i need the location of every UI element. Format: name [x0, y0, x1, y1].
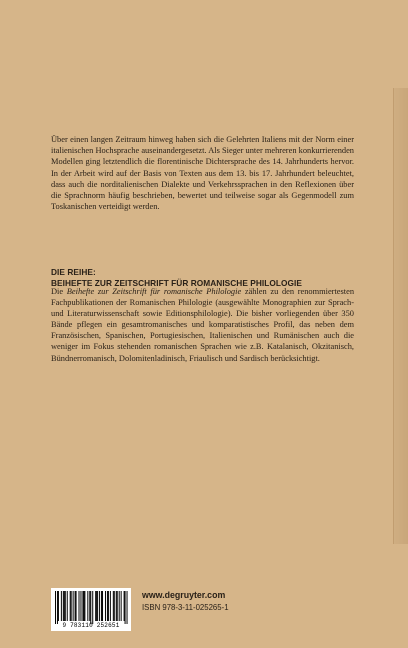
barcode-bar	[110, 591, 111, 621]
barcode-bar	[64, 591, 65, 621]
cover-edge	[393, 88, 408, 544]
barcode-bar	[63, 591, 64, 621]
barcode-bar	[61, 591, 62, 621]
barcode-bar	[58, 591, 59, 621]
series-heading-line1: DIE REIHE:	[51, 267, 96, 277]
barcode-bar	[96, 591, 97, 621]
barcode-bar	[82, 591, 83, 621]
barcode-bar	[92, 591, 93, 624]
barcode-bar	[107, 591, 108, 621]
barcode-bar	[125, 591, 126, 624]
series-title-italic: Beihefte zur Zeitschrift für romanische Philologie	[66, 287, 242, 296]
barcode-bar	[116, 591, 117, 621]
barcode-bar	[55, 591, 56, 624]
barcode-bar	[84, 591, 85, 621]
barcode-bar	[101, 591, 102, 621]
barcode-bar	[124, 591, 125, 621]
barcode-bar	[90, 591, 91, 624]
barcode-bar	[79, 591, 80, 621]
barcode-bar	[76, 591, 77, 621]
barcode-bar	[73, 591, 74, 621]
barcode-bar	[75, 591, 76, 621]
barcode-bar	[117, 591, 118, 621]
barcode-bar	[113, 591, 114, 621]
barcode-bar	[127, 591, 128, 624]
series-description	[51, 286, 354, 364]
barcode-bar	[67, 591, 68, 621]
isbn-number: ISBN 978-3-11-025265-1	[142, 603, 229, 612]
barcode-bar	[89, 591, 90, 621]
barcode-bar	[99, 591, 100, 621]
barcode-bar	[102, 591, 103, 621]
barcode-bar	[108, 591, 109, 621]
barcode-bar	[83, 591, 84, 621]
publisher-url[interactable]: www.degruyter.com	[142, 590, 226, 600]
book-description: Über einen langen Zeitraum hinweg haben sich die Gelehrten Italiens mit der Norm einer italienischen Hochsprache auseinandergesetzt. Als Sieger unter mehreren konkurrierenden Modellen ging letztendlich die florentinische Dichtersprache des 14. Jahrhunderts hervor. In der Arbeit wird auf der Basis von Texten aus dem 13. bis 17. Jahrhundert beleuchtet, dass auch die norditalienischen Dialekte und Verkehrssprachen in den Reflexionen über die Sprachnorm häufig beschrieben, bewertet und teilweise sogar als Gegenmodell zum Toskanischen verteidigt werden.	[51, 135, 354, 212]
barcode-bar	[65, 591, 66, 621]
barcode-bar	[87, 591, 88, 621]
series-heading-line2: BEIHEFTE ZUR ZEITSCHRIFT FÜR ROMANISCHE PHILOLOGIE	[51, 277, 302, 288]
barcode-bar	[95, 591, 96, 621]
barcode	[51, 588, 131, 631]
series-heading	[51, 267, 371, 288]
barcode-bar	[70, 591, 71, 621]
barcode-bar	[57, 591, 58, 624]
series-text-after: zählen zu den renommiertesten Fachpublikationen der Romanischen Philologie (ausgewählte Monographien zur Sprach- und Literaturwissenschaft sowie Editionsphilologie). Die bisher vorliegenden über 350 Bände pflegen ein gesamtromanisches und komparatistisches Profil, das neben dem Französischen, Spanischen, Portugiesischen, Italienischen und Rumänischen auch die weniger im Fokus stehenden romanischen Sprachen wie z.B. Katalanisch, Okzitanisch, Bündnerromanisch, Dolomitenladinisch, Friaulisch und Sardisch berücksichtigt.	[51, 287, 355, 363]
barcode-bar	[71, 591, 72, 621]
barcode-bar	[105, 591, 106, 621]
barcode-digits: 9 783110 252651	[62, 622, 120, 629]
barcode-bar	[121, 591, 122, 621]
series-text-before: Die	[51, 287, 67, 296]
barcode-bar	[114, 591, 115, 621]
barcode-bar	[97, 591, 98, 621]
barcode-bar	[119, 591, 120, 621]
barcode-bar	[80, 591, 81, 621]
